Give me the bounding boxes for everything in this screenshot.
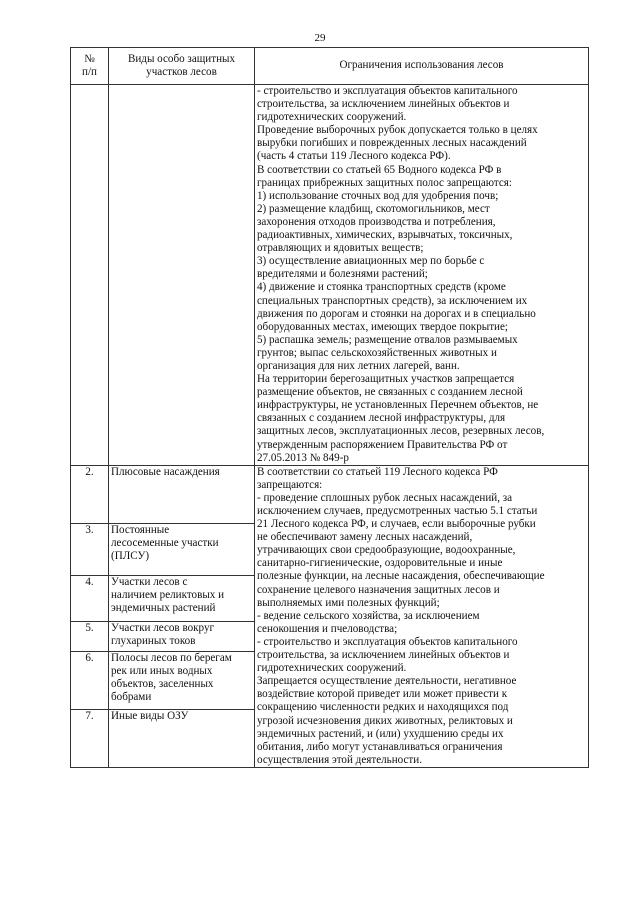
text-line: На территории берегозащитных участков запрещается	[257, 373, 515, 386]
text-line: специальных транспортных средств), за исключением их	[257, 294, 528, 307]
cell-type	[109, 651, 255, 709]
cell-type	[109, 621, 255, 651]
type-line: объектов, заселенных	[111, 677, 214, 690]
type-line: Плюсовые насаждения	[111, 465, 220, 478]
text-line: обитания, либо могут устанавливаться ограничения	[257, 740, 503, 753]
type-line: Участки лесов вокруг	[111, 621, 215, 634]
restrictions-table	[70, 47, 589, 768]
text-line: - ведение сельского хозяйства, за исключением	[257, 609, 480, 622]
text-line: (часть 4 статьи 119 Лесного кодекса РФ).	[257, 150, 451, 163]
header-num-line: п/п	[82, 66, 97, 78]
cell-num: 2.	[71, 465, 109, 523]
cell-num: 3.	[71, 523, 109, 575]
type-line: лесосеменные участки	[111, 536, 219, 549]
text-line: инфраструктуры, не установленных Перечнем объектов, не	[257, 399, 539, 412]
cell-type	[109, 523, 255, 575]
text-line: 27.05.2013 № 849-р	[257, 451, 349, 464]
cell-num: 7.	[71, 709, 109, 767]
cell-type	[109, 709, 255, 767]
table-header-row	[71, 48, 589, 85]
header-type	[109, 48, 255, 85]
text-line: осуществления этой деятельности.	[257, 753, 422, 766]
text-line: вырубки погибших и поврежденных лесных насаждений	[257, 137, 527, 150]
text-line: радиоактивных, химических, взрывчатых, токсичных,	[257, 229, 513, 242]
text-line: сенокошения и пчеловодства;	[257, 622, 398, 635]
text-line: гидротехнических сооружений.	[257, 662, 407, 675]
type-line: Постоянные	[111, 523, 170, 536]
text-line: вредителями и болезнями растений;	[257, 268, 428, 281]
cell-num: 4.	[71, 575, 109, 621]
type-line: бобрами	[111, 691, 152, 704]
text-line: 21 Лесного кодекса РФ, и случаев, если выборочные рубки	[257, 518, 536, 531]
type-line: глухариных токов	[111, 634, 196, 647]
header-restrictions: Ограничения использования лесов	[255, 48, 589, 85]
cell-type	[109, 575, 255, 621]
text-line: - строительство и эксплуатация объектов капитального	[257, 85, 518, 97]
text-line: В соответствии со статьей 65 Водного кодекса РФ в	[257, 163, 502, 176]
text-line: - строительство и эксплуатация объектов капитального	[257, 635, 518, 648]
header-num-line: №	[84, 52, 95, 65]
text-line: гидротехнических сооружений.	[257, 111, 407, 124]
cell-num: 5.	[71, 621, 109, 651]
text-line: сокращению численности редких и находящихся под	[257, 701, 509, 714]
text-line: сохранение целевого назначения защитных лесов и	[257, 583, 500, 596]
text-line: Запрещается осуществление деятельности, негативное	[257, 675, 517, 688]
cell-num	[71, 85, 109, 466]
text-line: грунтов; выпас сельскохозяйственных животных и	[257, 346, 497, 359]
cell-restrictions-merged	[255, 465, 589, 767]
text-line: эндемичных растений, и (или) ухудшению среды их	[257, 727, 504, 740]
text-line: 2) размещение кладбищ, скотомогильников, мест	[257, 202, 490, 215]
text-line: утрачивающих свои средообразующие, водоохранные,	[257, 544, 516, 557]
cell-type	[109, 85, 255, 466]
text-line: воздействие которой приведет или может привести к	[257, 688, 508, 701]
type-line: Участки лесов с	[111, 575, 188, 588]
table-row	[71, 85, 589, 466]
header-num	[71, 48, 109, 85]
text-line: оборудованных местах, имеющих твердое покрытие;	[257, 320, 508, 333]
text-line: запрещаются:	[257, 478, 323, 491]
cell-num: 6.	[71, 651, 109, 709]
text-line: строительства, за исключением линейных объектов и	[257, 98, 510, 111]
text-line: 4) движение и стоянка транспортных средств (кроме	[257, 281, 506, 294]
cell-type	[109, 465, 255, 523]
text-line: санитарно-гигиенические, оздоровительные и иные	[257, 557, 503, 570]
text-line: движения по дорогам и стоянки на дорогах и в специально	[257, 307, 536, 320]
text-line: защитных лесов, эксплуатационных лесов, резервных лесов,	[257, 425, 545, 438]
type-line: Иные виды ОЗУ	[111, 709, 189, 722]
text-line: отравляющих и ядовитых веществ;	[257, 242, 424, 255]
text-line: утвержденным распоряжением Правительства РФ от	[257, 438, 508, 451]
text-line: организация для них летних лагерей, ванн.	[257, 359, 460, 372]
text-line: не обеспечивают замену лесных насаждений,	[257, 531, 473, 544]
header-type-line: участков лесов	[146, 66, 217, 78]
text-line: связанных с созданием лесной инфраструктуры, для	[257, 412, 506, 425]
text-line: захоронения отходов производства и потребления,	[257, 215, 496, 228]
text-line: выполняемых ими полезных функций;	[257, 596, 440, 609]
text-line: 1) использование сточных вод для удобрения почв;	[257, 189, 499, 202]
page-number: 29	[314, 32, 326, 44]
cell-restrictions	[255, 85, 589, 466]
text-line: угрозой исчезновения диких животных, реликтовых и	[257, 714, 513, 727]
header-type-line: Виды особо защитных	[127, 52, 236, 65]
text-line: 5) распашка земель; размещение отвалов размываемых	[257, 333, 518, 346]
text-line: границах прибрежных защитных полос запрещаются:	[257, 176, 512, 189]
table-row	[71, 465, 589, 523]
text-line: Проведение выборочных рубок допускается только в целях	[257, 124, 538, 137]
text-line: строительства, за исключением линейных объектов и	[257, 649, 510, 662]
text-line: полезные функции, на лесные насаждения, обеспечивающие	[257, 570, 545, 583]
text-line: - проведение сплошных рубок лесных насаждений, за	[257, 491, 513, 504]
text-line: 3) осуществление авиационных мер по борьбе с	[257, 255, 485, 268]
text-line: размещение объектов, не связанных с созданием лесной	[257, 386, 523, 399]
type-line: наличием реликтовых и	[111, 588, 225, 601]
type-line: Полосы лесов по берегам	[111, 651, 232, 664]
type-line: рек или иных водных	[111, 664, 213, 677]
text-line: В соответствии со статьей 119 Лесного кодекса РФ	[257, 465, 498, 478]
text-line: исключением случаев, предусмотренных частью 5.1 статьи	[257, 505, 538, 517]
type-line: эндемичных растений	[111, 601, 216, 614]
type-line: (ПЛСУ)	[111, 549, 150, 562]
